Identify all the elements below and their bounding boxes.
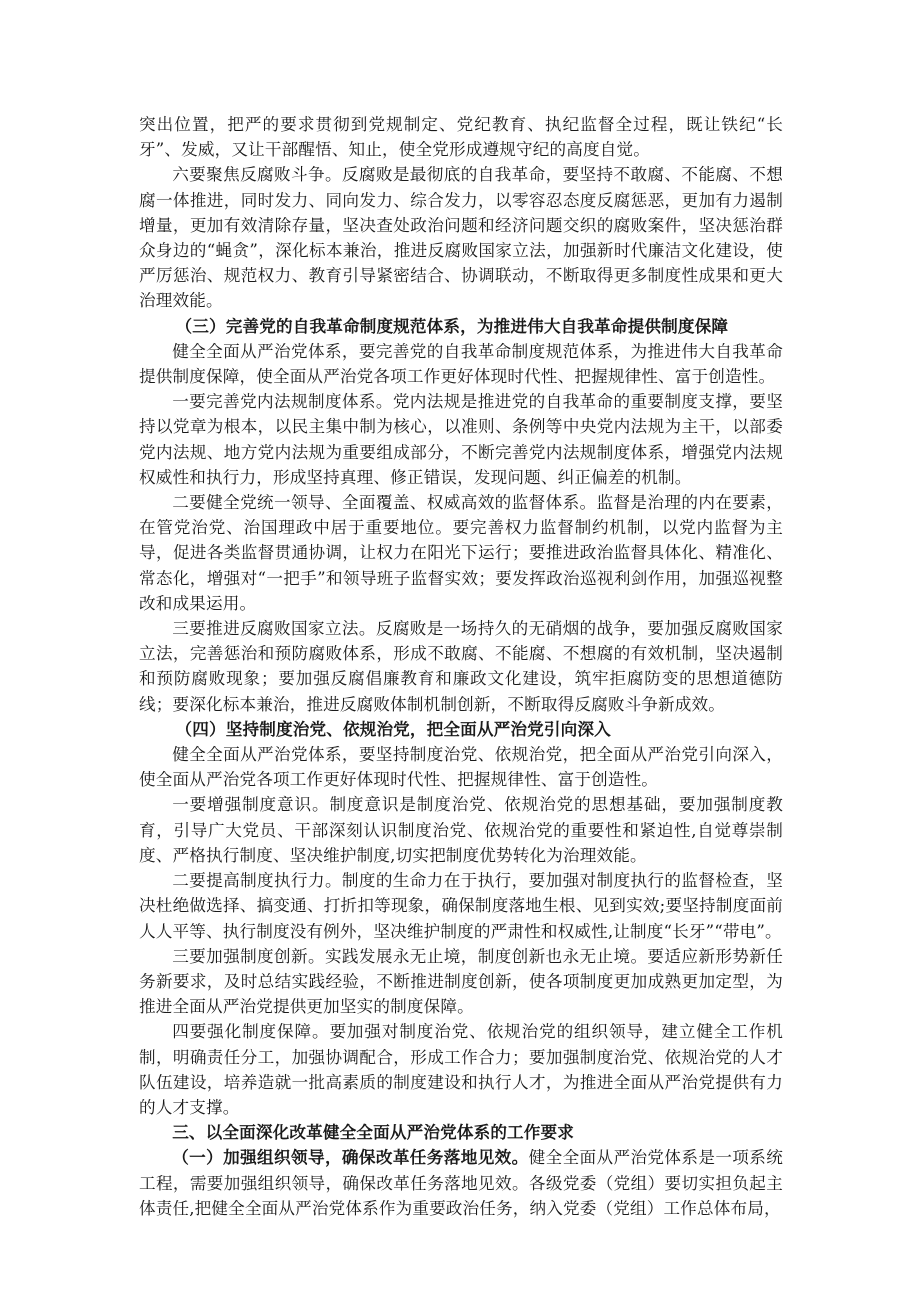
body-paragraph: 三要推进反腐败国家立法。反腐败是一场持久的无硝烟的战争，要加强反腐败国家立法，完善惩治和预防腐败体系，形成不敢腐、不能腐、不想腐的有效机制，坚决遏制和预防腐败现象；要加强反腐倡廉教育和廉政文化建设，筑牢拒腐防变的思想道德防线；要深化标本兼治，推进反腐败体制机制创新，不断取得反腐败斗争新成效。 xyxy=(139,619,783,714)
body-paragraph: 二要提高制度执行力。制度的生命力在于执行，要加强对制度执行的监督检查，坚决杜绝做选择、搞变通、打折扣等现象，确保制度落地生根、见到实效;要坚持制度面前人人平等、执行制度没有例外，坚决维护制度的严肃性和权威性,让制度“长牙”“带电”。 xyxy=(139,871,783,941)
body-paragraph: 一要完善党内法规制度体系。党内法规是推进党的自我革命的重要制度支撑，要坚持以党章为根本，以民主集中制为核心，以准则、条例等中央党内法规为主干，以部委党内法规、地方党内法规为重要组成部分，不断完善党内法规制度体系，增强党内法规权威性和执行力，形成坚持真理、修正错误，发现问题、纠正偏差的机制。 xyxy=(139,392,783,487)
subsection-heading: （四）坚持制度治党、依规治党，把全面从严治党引向深入 xyxy=(175,718,611,739)
body-paragraph: 一要增强制度意识。制度意识是制度治党、依规治党的思想基础，要加强制度教育，引导广大党员、干部深刻认识制度治党、依规治党的重要性和紧迫性,自觉尊崇制度、严格执行制度、坚决维护制度,切实把制度优势转化为治理效能。 xyxy=(139,795,783,865)
body-paragraph: 四要强化制度保障。要加强对制度治党、依规治党的组织领导，建立健全工作机制，明确责任分工，加强协调配合，形成工作合力；要加强制度治党、依规治党的人才队伍建设，培养造就一批高素质的制度建设和执行人才，为推进全面从严治党提供有力的人才支撑。 xyxy=(139,1022,783,1117)
body-paragraph: 三要加强制度创新。实践发展永无止境，制度创新也永无止境。要适应新形势新任务新要求，及时总结实践经验，不断推进制度创新，使各项制度更加成熟更加定型，为推进全面从严治党提供更加坚实的制度保障。 xyxy=(139,946,783,1017)
body-paragraph: 健全全面从严治党体系，要坚持制度治党、依规治党，把全面从严治党引向深入，使全面从严治党各项工作更好体现时代性、把握规律性、富于创造性。 xyxy=(139,745,783,790)
body-paragraph: 健全全面从严治党体系，要完善党的自我革命制度规范体系，为推进伟大自我革命提供制度保障，使全面从严治党各项工作更好体现时代性、把握规律性、富于创造性。 xyxy=(139,341,783,387)
paragraph-text: 健全全面从严治党体系是一项系统工程，需要加强组织领导，确保改革任务落地见效。各级党委（党组）要切实担负起主体责任,把健全全面从严治党体系作为重要政治任务，纳入党委（党组）工作总体布局， xyxy=(139,1148,783,1218)
paragraph-lead-heading: （一）加强组织领导，确保改革任务落地见效。 xyxy=(172,1147,529,1168)
subsection-heading: （三）完善党的自我革命制度规范体系，为推进伟大自我革命提供制度保障 xyxy=(175,315,729,336)
body-paragraph: 六要聚焦反腐败斗争。反腐败是最彻底的自我革命，要坚持不敢腐、不能腐、不想腐一体推进，同时发力、同向发力、综合发力，以零容忍态度反腐惩恶，更加有力遏制增量，更加有效清除存量，坚决查处政治问题和经济问题交织的腐败案件，坚决惩治群众身边的“蝇贪”，深化标本兼治，推进反腐败国家立法，加强新时代廉洁文化建设，使严厉惩治、规范权力、教育引导紧密结合、协调联动，不断取得更多制度性成果和更大治理效能。 xyxy=(139,165,783,311)
document-page xyxy=(139,112,783,1221)
body-paragraph xyxy=(139,1145,783,1221)
body-paragraph: 二要健全党统一领导、全面覆盖、权威高效的监督体系。监督是治理的内在要素，在管党治党、治国理政中居于重要地位。要完善权力监督制约机制，以党内监督为主导，促进各类监督贯通协调，让权力在阳光下运行；要推进政治监督具体化、精准化、常态化，增强对“一把手”和领导班子监督实效；要发挥政治巡视利剑作用，加强巡视整改和成果运用。 xyxy=(139,493,783,613)
section-heading: 三、以全面深化改革健全全面从严治党体系的工作要求 xyxy=(172,1122,575,1143)
body-paragraph: 突出位置，把严的要求贯彻到党规制定、党纪教育、执纪监督全过程，既让铁纪“长牙”、发威，又让干部醒悟、知止，使全党形成遵规守纪的高度自觉。 xyxy=(139,115,783,160)
